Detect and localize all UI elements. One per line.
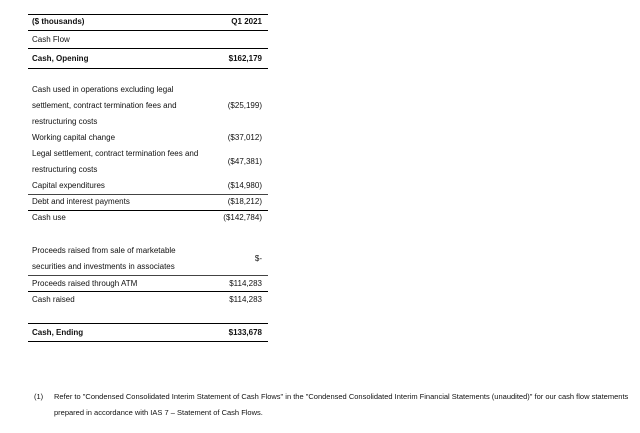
- footnote-text: Refer to "Condensed Consolidated Interim Statement of Cash Flows" in the "Condensed Consolidated Interim Financial Statements (unaudited)" for our cash flow statements prepared in accordance with IAS 7 – Statement of Cash Flows.: [54, 392, 629, 417]
- ending-top-rule: [28, 323, 268, 324]
- legal-value: ($47,381): [227, 157, 262, 166]
- opening-rule: [28, 68, 268, 69]
- proceeds-atm-value: $114,283: [229, 279, 262, 288]
- section-title: Cash Flow: [32, 35, 70, 44]
- cash-raised-label: Cash raised: [32, 295, 75, 304]
- header-period: Q1 2021: [231, 17, 262, 26]
- footnote-number: (1): [34, 392, 44, 401]
- ending-bottom-rule: [28, 341, 268, 342]
- ops-value: ($25,199): [227, 101, 262, 110]
- working-capital-value: ($37,012): [227, 133, 262, 142]
- cash-use-value: ($142,784): [223, 213, 262, 222]
- ops-label-line-2: settlement, contract termination fees and: [32, 101, 177, 110]
- debt-rule: [28, 210, 268, 211]
- capex-value: ($14,980): [227, 181, 262, 190]
- proceeds-sale-rule: [28, 275, 268, 276]
- ending-label: Cash, Ending: [32, 328, 84, 337]
- cash-use-label: Cash use: [32, 213, 66, 222]
- opening-label: Cash, Opening: [32, 54, 89, 63]
- proceeds-atm-label: Proceeds raised through ATM: [32, 279, 138, 288]
- ending-value: $133,678: [228, 328, 262, 337]
- header-rule: [28, 30, 268, 31]
- table-top-rule: [28, 14, 268, 15]
- capex-rule: [28, 194, 268, 195]
- proceeds-atm-rule: [28, 291, 268, 292]
- section-rule: [28, 48, 268, 49]
- working-capital-label: Working capital change: [32, 133, 116, 142]
- cash-raised-value: $114,283: [229, 295, 262, 304]
- proceeds-sale-value: $-: [254, 254, 262, 263]
- header-label: ($ thousands): [32, 17, 85, 26]
- capex-label: Capital expenditures: [32, 181, 105, 190]
- debt-label: Debt and interest payments: [32, 197, 130, 206]
- opening-value: $162,179: [228, 54, 262, 63]
- debt-value: ($18,212): [227, 197, 262, 206]
